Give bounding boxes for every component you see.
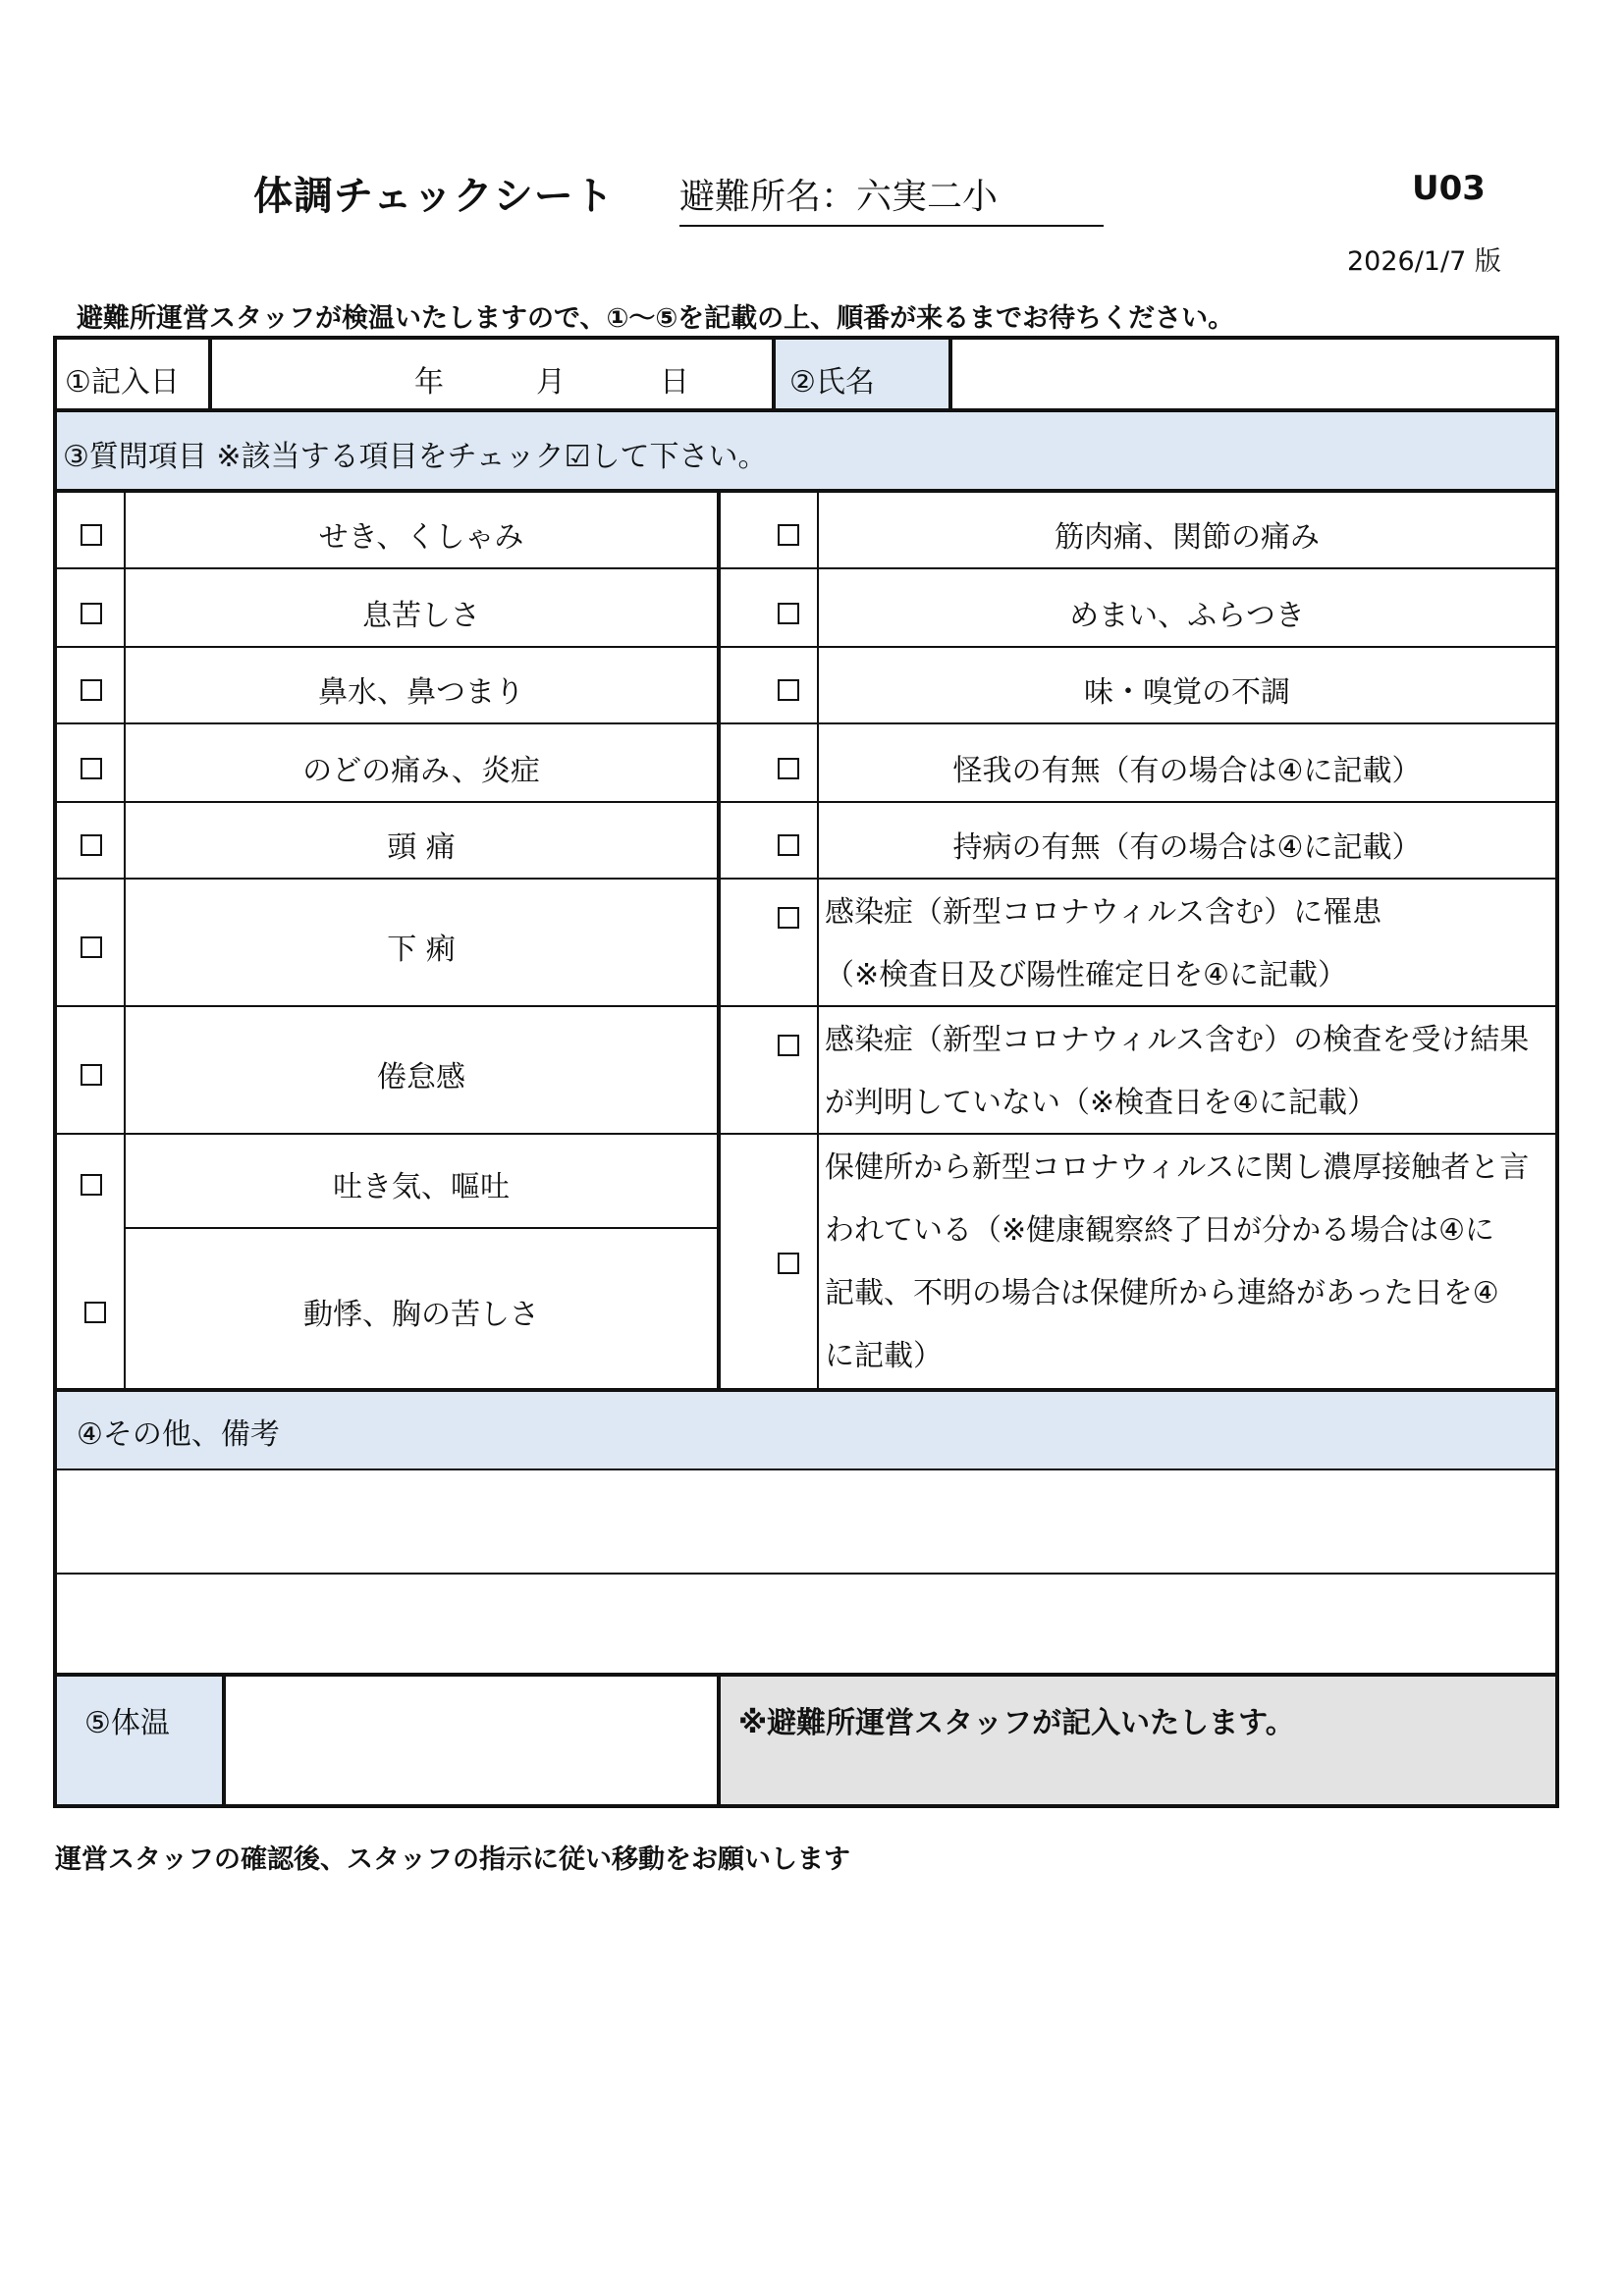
check-left-9[interactable] [84, 1302, 106, 1323]
test-pending-line-1: 感染症（新型コロナウィルス含む）の検査を受け結果 [825, 1023, 1530, 1057]
name-label: ②氏名 [789, 365, 875, 400]
symptom-headache: 頭 痛 [387, 830, 456, 865]
sheet-code: U03 [1412, 169, 1486, 208]
infection-item [825, 881, 1381, 1007]
staff-note: ※避難所運営スタッフが記入いたします。 [738, 1706, 1295, 1740]
symptom-fatigue: 倦怠感 [377, 1060, 465, 1095]
symptom-muscle-pain: 筋肉痛、関節の痛み [1055, 520, 1320, 555]
version-label: 2026/1/7 版 [1347, 246, 1501, 277]
staff-note-cell [721, 1677, 1555, 1804]
close-contact-line-4: に記載） [825, 1339, 943, 1373]
check-left-1[interactable] [81, 524, 102, 546]
name-label-cell [776, 340, 948, 408]
symptom-sore-throat: のどの痛み、炎症 [302, 754, 540, 788]
notes-line-2[interactable] [57, 1575, 1555, 1673]
check-left-7[interactable] [81, 1064, 102, 1086]
check-left-6[interactable] [81, 936, 102, 958]
symptom-chronic-illness: 持病の有無（有の場合は④に記載） [952, 830, 1422, 865]
check-right-2[interactable] [778, 603, 799, 624]
date-year-label: 年 [414, 365, 444, 400]
name-field[interactable] [952, 340, 1555, 408]
symptom-breathless: 息苦しさ [362, 599, 480, 633]
check-right-1[interactable] [778, 524, 799, 546]
shelter-name: 避難所名：六実二小 [679, 169, 1104, 227]
temp-label: ⑤体温 [84, 1706, 170, 1740]
notes-label: ④その他、備考 [77, 1417, 280, 1452]
test-pending-item [825, 1009, 1529, 1135]
check-left-4[interactable] [81, 758, 102, 779]
symptom-dizziness: めまい、ふらつき [1069, 599, 1305, 633]
symptom-palpitation: 動悸、胸の苦しさ [303, 1298, 539, 1332]
check-right-4[interactable] [778, 758, 799, 779]
check-right-6[interactable] [778, 907, 799, 929]
check-right-3[interactable] [778, 679, 799, 701]
close-contact-line-2: われている（※健康観察終了日が分かる場合は④に [825, 1213, 1495, 1248]
notes-header [57, 1392, 1555, 1468]
close-contact-line-3: 記載、不明の場合は保健所から連絡があった日を④ [825, 1276, 1499, 1310]
close-contact-item [825, 1137, 1529, 1388]
test-pending-line-2: が判明していない（※検査日を④に記載） [825, 1086, 1378, 1120]
symptom-runny-nose: 鼻水、鼻つまり [318, 675, 524, 710]
symptom-taste-smell: 味・嗅覚の不調 [1084, 675, 1290, 710]
page-title: 体調チェックシート [253, 174, 615, 219]
symptom-injury: 怪我の有無（有の場合は④に記載） [952, 754, 1422, 788]
instruction-text: 避難所運営スタッフが検温いたしますので、①～⑤を記載の上、順番が来るまでお待ちください。 [77, 303, 1235, 334]
check-left-8[interactable] [81, 1174, 102, 1196]
health-check-form [53, 336, 1559, 1808]
symptom-cough: せき、くしゃみ [318, 520, 524, 555]
symptom-nausea: 吐き気、嘔吐 [333, 1170, 510, 1204]
check-left-5[interactable] [81, 834, 102, 856]
check-left-3[interactable] [81, 679, 102, 701]
questions-header [57, 412, 1555, 489]
check-right-5[interactable] [778, 834, 799, 856]
close-contact-line-1: 保健所から新型コロナウィルスに関し濃厚接触者と言 [825, 1150, 1530, 1185]
date-day-label: 日 [660, 365, 689, 400]
infection-line-2: （※検査日及び陽性確定日を④に記載） [825, 958, 1348, 992]
check-right-7[interactable] [778, 1035, 799, 1056]
symptom-diarrhea: 下 痢 [387, 933, 456, 967]
date-month-label: 月 [536, 365, 566, 400]
date-field[interactable] [212, 340, 772, 408]
footer-note: 運営スタッフの確認後、スタッフの指示に従い移動をお願いします [55, 1844, 850, 1875]
date-label: ①記入日 [65, 365, 180, 400]
infection-line-1: 感染症（新型コロナウィルス含む）に罹患 [825, 895, 1382, 930]
check-right-8[interactable] [778, 1253, 799, 1274]
questions-header-text: ③質問項目 ※該当する項目をチェック☑して下さい。 [63, 440, 768, 474]
check-left-2[interactable] [81, 603, 102, 624]
notes-line-1[interactable] [57, 1470, 1555, 1573]
temp-field[interactable] [226, 1677, 717, 1804]
temp-label-cell [57, 1677, 222, 1804]
